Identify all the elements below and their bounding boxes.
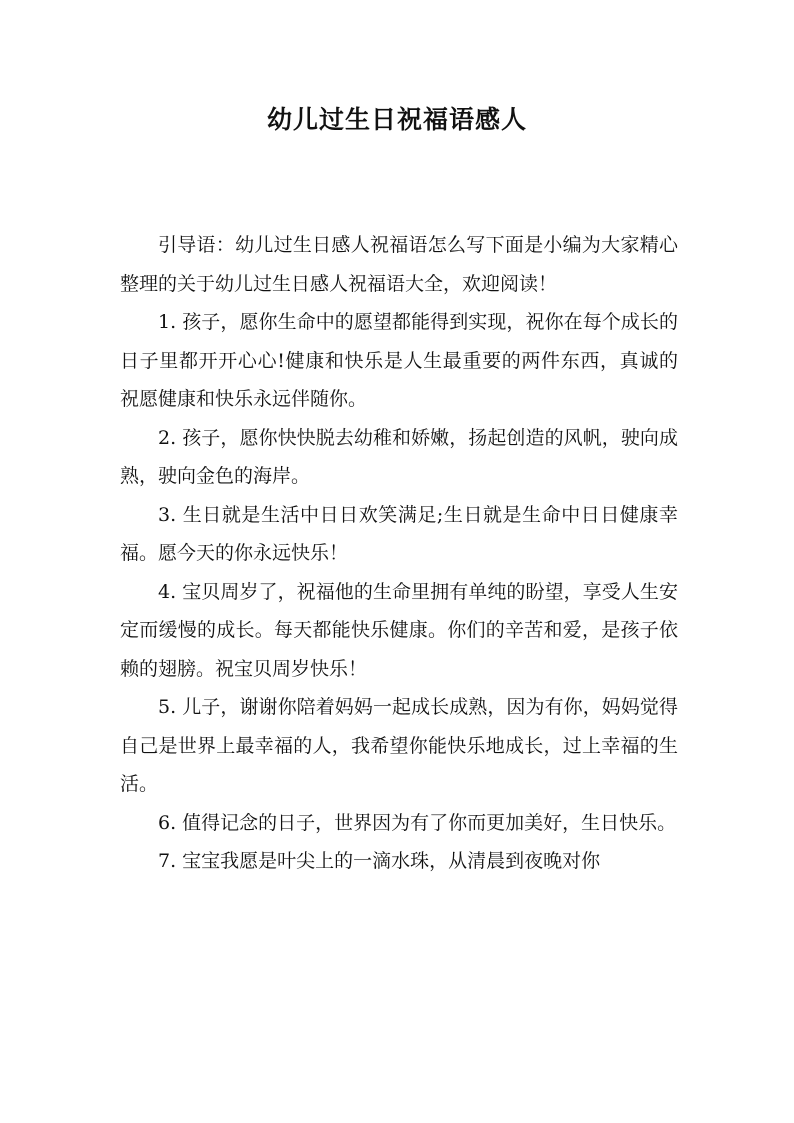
paragraph-4: 4. 宝贝周岁了，祝福他的生命里拥有单纯的盼望，享受人生安定而缓慢的成长。每天都能快乐健康。你们的辛苦和爱，是孩子依赖的翅膀。祝宝贝周岁快乐！ <box>120 580 678 680</box>
paragraph-1: 1. 孩子，愿你生命中的愿望都能得到实现，祝你在每个成长的日子里都开开心心!健康和快乐是人生最重要的两件东西，真诚的祝愿健康和快乐永远伴随你。 <box>120 311 678 410</box>
paragraph-7: 7. 宝宝我愿是叶尖上的一滴水珠，从清晨到夜晚对你 <box>158 850 601 872</box>
paragraph-6: 6. 值得记念的日子，世界因为有了你而更加美好，生日快乐。 <box>158 811 677 834</box>
paragraph-5: 5. 儿子，谢谢你陪着妈妈一起成长成熟，因为有你，妈妈觉得自己是世界上最幸福的人，我希望你能快乐地成长，过上幸福的生活。 <box>120 696 678 795</box>
paragraph-3: 3. 生日就是生活中日日欢笑满足;生日就是生命中日日健康幸福。愿今天的你永远快乐！ <box>120 503 678 564</box>
intro-paragraph: 引导语：幼儿过生日感人祝福语怎么写下面是小编为大家精心整理的关于幼儿过生日感人祝福语大全，欢迎阅读！ <box>120 234 678 295</box>
document-body <box>120 226 678 881</box>
document-title: 幼儿过生日祝福语感人 <box>266 105 527 134</box>
paragraph-2: 2. 孩子，愿你快快脱去幼稚和娇嫩，扬起创造的风帆，驶向成熟，驶向金色的海岸。 <box>120 426 678 487</box>
